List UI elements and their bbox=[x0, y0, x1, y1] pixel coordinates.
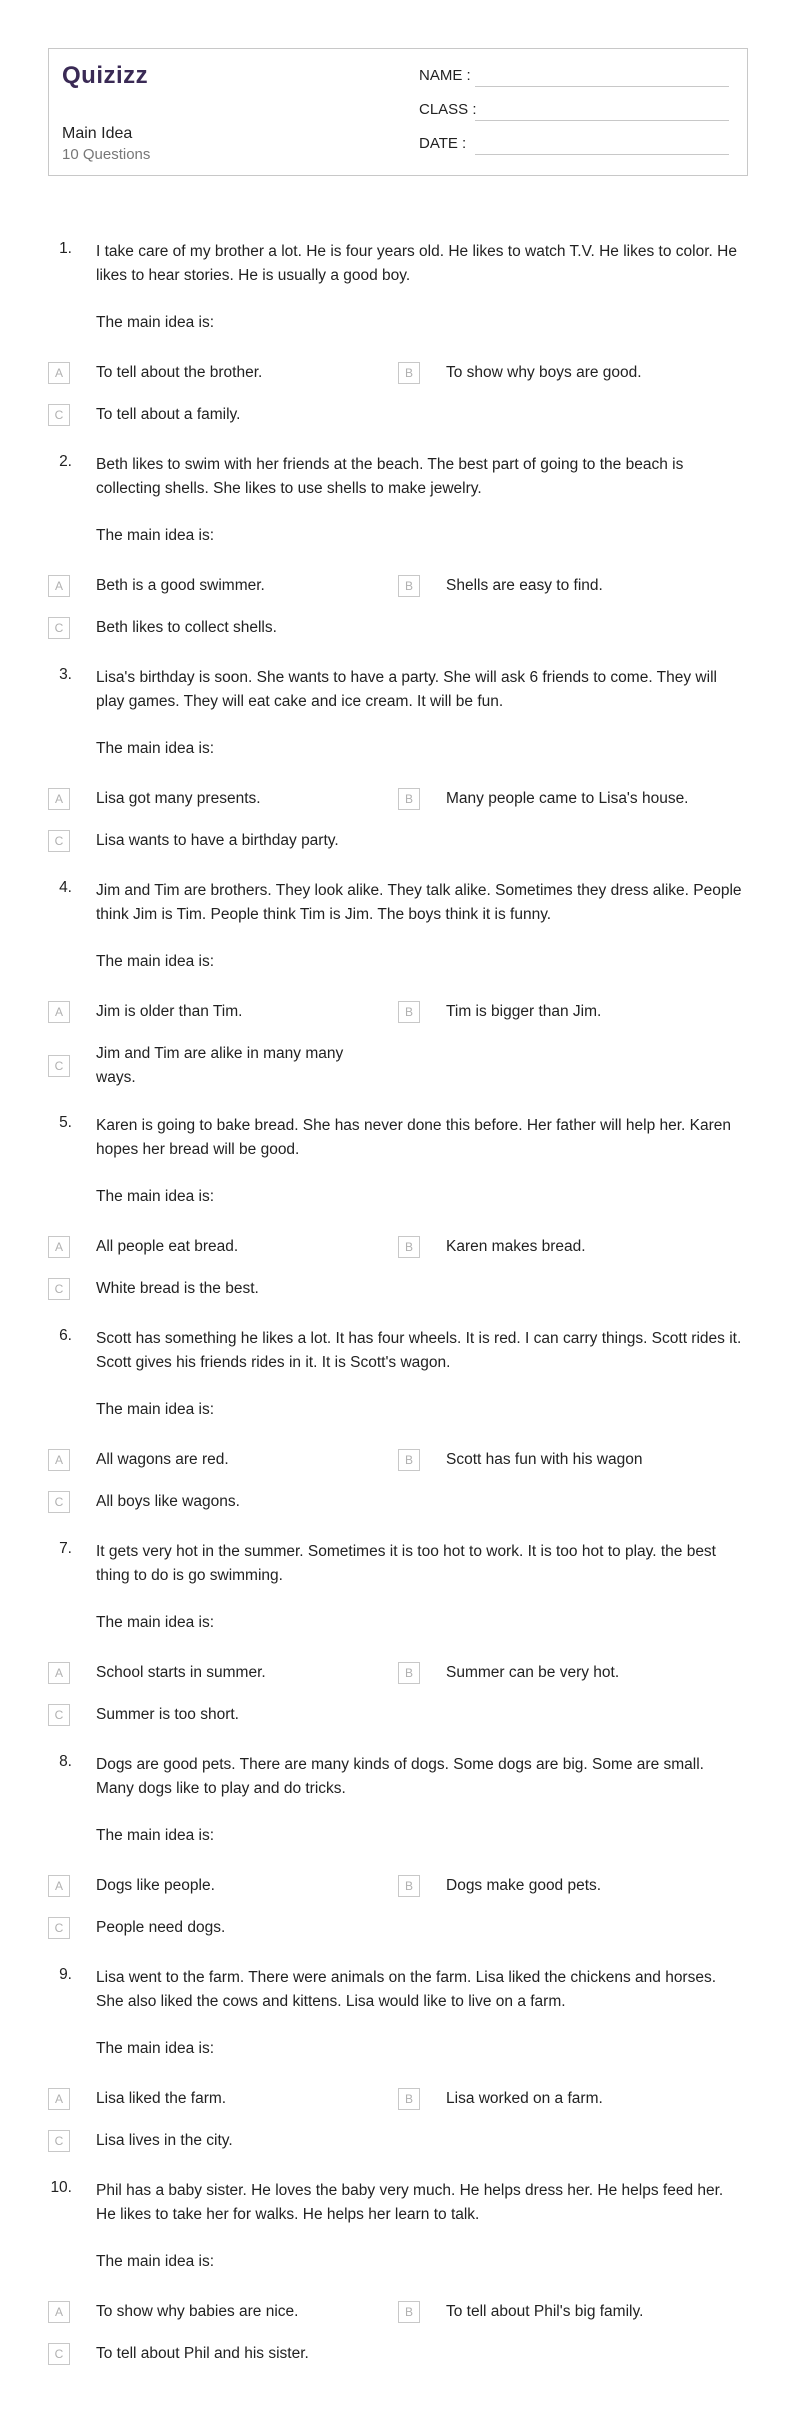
question-text: It gets very hot in the summer. Sometimes it is too hot to work. It is too hot to play. the best thing to do is go swimming. bbox=[96, 1543, 716, 1584]
quizizz-logo: Quizizz bbox=[62, 62, 149, 89]
option-letter-box[interactable]: C bbox=[48, 617, 70, 639]
option-text: Beth is a good swimmer. bbox=[96, 577, 265, 594]
option-letter-box[interactable]: B bbox=[398, 1449, 420, 1471]
option-letter-box[interactable]: A bbox=[48, 2301, 70, 2323]
question-number: 4. bbox=[59, 879, 72, 896]
option-letter-box[interactable]: C bbox=[48, 1704, 70, 1726]
question-number: 9. bbox=[59, 1966, 72, 1983]
option-letter-box[interactable]: A bbox=[48, 1236, 70, 1258]
option-text: Tim is bigger than Jim. bbox=[446, 1003, 602, 1020]
question-prompt: The main idea is: bbox=[96, 1401, 215, 1418]
option-text: Karen makes bread. bbox=[446, 1238, 586, 1255]
question-text: I take care of my brother a lot. He is four years old. He likes to watch T.V. He likes to color. He likes to hear stories. He is usually a good boy. bbox=[96, 243, 737, 284]
option-text: Dogs like people. bbox=[96, 1877, 215, 1894]
question-count: 10 Questions bbox=[62, 146, 151, 163]
worksheet-title: Main Idea bbox=[62, 125, 133, 142]
question-text: Jim and Tim are brothers. They look alike. They talk alike. Sometimes they dress alike. People think Jim is Tim. People think Tim is Jim. The boys think it is funny. bbox=[96, 882, 742, 923]
option-text: Scott has fun with his wagon bbox=[446, 1451, 643, 1468]
option-letter-box[interactable]: A bbox=[48, 575, 70, 597]
option-letter-box[interactable]: A bbox=[48, 362, 70, 384]
option-letter-box[interactable]: C bbox=[48, 830, 70, 852]
option-letter-box[interactable]: C bbox=[48, 2343, 70, 2365]
question-text: Karen is going to bake bread. She has never done this before. Her father will help her. Karen hopes her bread will be good. bbox=[96, 1117, 732, 1158]
option-letter-box[interactable]: B bbox=[398, 575, 420, 597]
option-letter-box[interactable]: B bbox=[398, 1236, 420, 1258]
question-number: 8. bbox=[59, 1753, 72, 1770]
option-text: Summer is too short. bbox=[96, 1706, 239, 1723]
option-text: To show why babies are nice. bbox=[96, 2303, 299, 2320]
option-letter-box[interactable]: C bbox=[48, 1491, 70, 1513]
option-letter-box[interactable]: C bbox=[48, 1917, 70, 1939]
option-letter-box[interactable]: A bbox=[48, 1001, 70, 1023]
option-text: All boys like wagons. bbox=[96, 1493, 240, 1510]
question-number: 2. bbox=[59, 453, 72, 470]
question-text: Lisa went to the farm. There were animals on the farm. Lisa liked the chickens and horses. She also liked the cows and kittens. Lisa would like to live on a farm. bbox=[96, 1969, 717, 2010]
name-field[interactable] bbox=[419, 65, 729, 87]
option-text: People need dogs. bbox=[96, 1919, 226, 1936]
question-number: 6. bbox=[59, 1327, 72, 1344]
option-letter-box[interactable]: A bbox=[48, 788, 70, 810]
date-label: DATE : bbox=[419, 135, 467, 152]
question-prompt: The main idea is: bbox=[96, 1614, 215, 1631]
option-letter-box[interactable]: A bbox=[48, 1662, 70, 1684]
option-letter-box[interactable]: C bbox=[48, 1055, 70, 1077]
option-text: Jim is older than Tim. bbox=[96, 1003, 243, 1020]
option-text: Lisa got many presents. bbox=[96, 790, 261, 807]
question-number: 3. bbox=[59, 666, 72, 683]
option-letter-box[interactable]: B bbox=[398, 362, 420, 384]
date-field[interactable] bbox=[419, 133, 729, 155]
question-prompt: The main idea is: bbox=[96, 527, 215, 544]
option-letter-box[interactable]: B bbox=[398, 2301, 420, 2323]
question-number: 10. bbox=[50, 2179, 72, 2196]
option-letter-box[interactable]: A bbox=[48, 1449, 70, 1471]
option-text: To tell about a family. bbox=[96, 406, 241, 423]
question-number: 7. bbox=[59, 1540, 72, 1557]
question-text: Lisa's birthday is soon. She wants to have a party. She will ask 6 friends to come. They will play games. They will eat cake and ice cream. It will be fun. bbox=[96, 669, 717, 710]
question-prompt: The main idea is: bbox=[96, 1188, 215, 1205]
question-text: Scott has something he likes a lot. It has four wheels. It is red. I can carry things. Scott rides it. Scott gives his friends rides in it. It is Scott's wagon. bbox=[96, 1330, 742, 1371]
option-text: Shells are easy to find. bbox=[446, 577, 603, 594]
option-letter-box[interactable]: B bbox=[398, 2088, 420, 2110]
option-text: To show why boys are good. bbox=[446, 364, 642, 381]
question-number: 5. bbox=[59, 1114, 72, 1131]
question-text: Dogs are good pets. There are many kinds of dogs. Some dogs are big. Some are small. Many dogs like to play and do tricks. bbox=[96, 1756, 704, 1797]
question-number: 1. bbox=[59, 240, 72, 257]
option-letter-box[interactable]: B bbox=[398, 1001, 420, 1023]
option-letter-box[interactable]: C bbox=[48, 404, 70, 426]
class-field[interactable] bbox=[419, 99, 729, 121]
question-prompt: The main idea is: bbox=[96, 2253, 215, 2270]
option-letter-box[interactable]: B bbox=[398, 1662, 420, 1684]
option-text: All people eat bread. bbox=[96, 1238, 239, 1255]
option-letter-box[interactable]: A bbox=[48, 1875, 70, 1897]
option-text: Lisa lives in the city. bbox=[96, 2132, 233, 2149]
option-text: To tell about Phil and his sister. bbox=[96, 2345, 309, 2362]
question-prompt: The main idea is: bbox=[96, 740, 215, 757]
question-prompt: The main idea is: bbox=[96, 1827, 215, 1844]
class-line[interactable] bbox=[475, 120, 729, 121]
option-text: School starts in summer. bbox=[96, 1664, 266, 1681]
class-label: CLASS : bbox=[419, 101, 477, 118]
name-label: NAME : bbox=[419, 67, 471, 84]
worksheet-header bbox=[48, 48, 748, 176]
option-text: White bread is the best. bbox=[96, 1280, 259, 1297]
question-text: Beth likes to swim with her friends at the beach. The best part of going to the beach is collecting shells. She likes to use shells to make jewelry. bbox=[96, 456, 684, 497]
option-text: To tell about Phil's big family. bbox=[446, 2303, 644, 2320]
option-text: All wagons are red. bbox=[96, 1451, 229, 1468]
option-text: Lisa worked on a farm. bbox=[446, 2090, 603, 2107]
option-text: To tell about the brother. bbox=[96, 364, 263, 381]
option-letter-box[interactable]: A bbox=[48, 2088, 70, 2110]
option-letter-box[interactable]: B bbox=[398, 1875, 420, 1897]
name-line[interactable] bbox=[475, 86, 729, 87]
question-prompt: The main idea is: bbox=[96, 2040, 215, 2057]
option-text: Lisa wants to have a birthday party. bbox=[96, 832, 339, 849]
option-text: Summer can be very hot. bbox=[446, 1664, 620, 1681]
date-line[interactable] bbox=[475, 154, 729, 155]
question-text: Phil has a baby sister. He loves the baby very much. He helps dress her. He helps feed her. He likes to take her for walks. He helps her learn to talk. bbox=[96, 2182, 724, 2223]
option-text: Many people came to Lisa's house. bbox=[446, 790, 689, 807]
option-letter-box[interactable]: B bbox=[398, 788, 420, 810]
question-prompt: The main idea is: bbox=[96, 953, 215, 970]
option-text: Jim and Tim are alike in many many ways. bbox=[96, 1045, 344, 1086]
option-text: Beth likes to collect shells. bbox=[96, 619, 277, 636]
option-text: Lisa liked the farm. bbox=[96, 2090, 227, 2107]
option-text: Dogs make good pets. bbox=[446, 1877, 602, 1894]
option-letter-box[interactable]: C bbox=[48, 1278, 70, 1300]
option-letter-box[interactable]: C bbox=[48, 2130, 70, 2152]
question-prompt: The main idea is: bbox=[96, 314, 215, 331]
